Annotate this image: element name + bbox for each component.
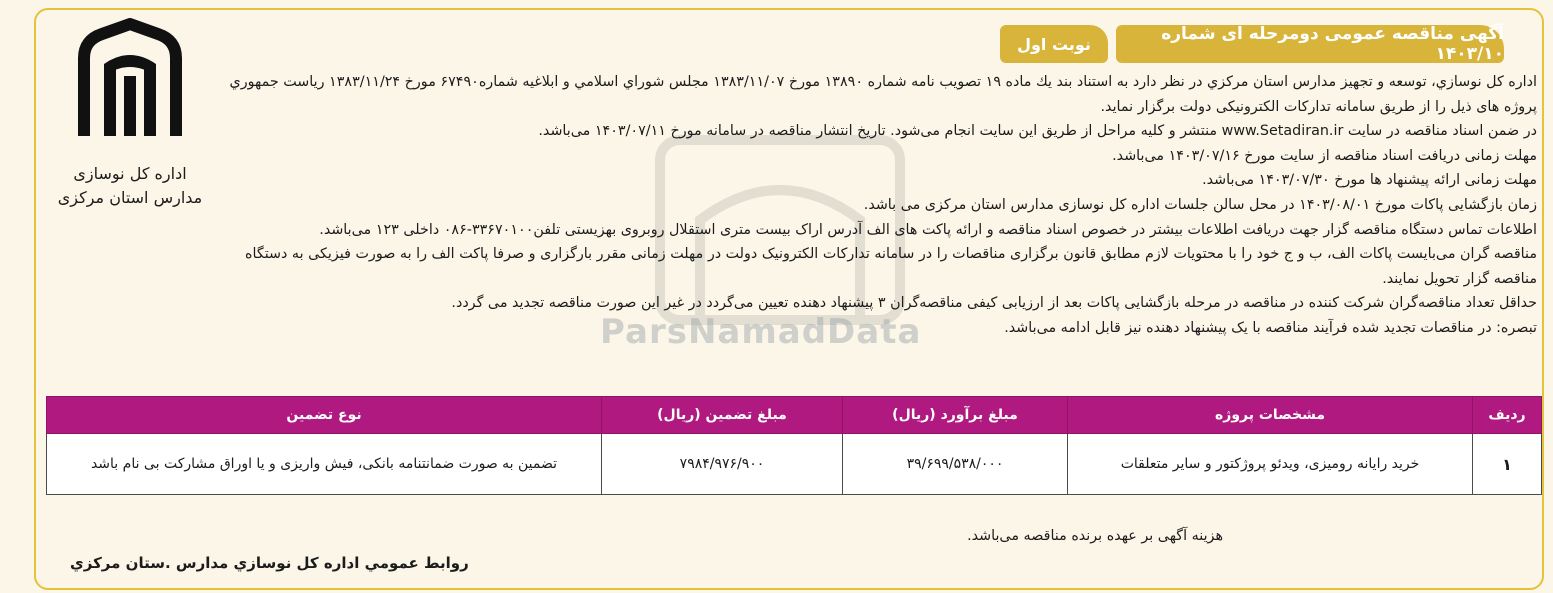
header-row-number: ردیف bbox=[1473, 397, 1542, 434]
cell-row-number: ۱ bbox=[1473, 434, 1542, 495]
header-guarantee-type: نوع تضمین bbox=[47, 397, 602, 434]
organization-name bbox=[40, 162, 220, 210]
header-project-specs: مشخصات پروژه bbox=[1068, 397, 1473, 434]
cell-guarantee-amount: ۷۹۸۴/۹۷۶/۹۰۰ bbox=[602, 434, 843, 495]
table-header-row bbox=[47, 397, 1542, 434]
notice-title-banner: آگهی مناقصه عمومی دومرحله ای شماره ۱۴۰۳/۱۰ bbox=[1116, 25, 1504, 63]
header-estimated-amount: مبلغ برآورد (ریال) bbox=[843, 397, 1068, 434]
organization-logo-icon bbox=[74, 18, 186, 142]
table-row bbox=[47, 434, 1542, 495]
paragraph-opening-date: زمان بازگشایی پاکات مورخ ۱۴۰۳/۰۸/۰۱ در محل سالن جلسات اداره کل نوسازی مدارس استان مرکزی می باشد. bbox=[863, 196, 1537, 213]
header-guarantee-amount: مبلغ تضمین (ریال) bbox=[602, 397, 843, 434]
advertising-cost-note: هزینه آگهی بر عهده برنده مناقصه می‌باشد. bbox=[967, 528, 1223, 544]
cell-guarantee-type: تضمین به صورت ضمانتنامه بانکی، فیش واریزی و یا اوراق مشارکت بی نام باشد bbox=[47, 434, 602, 495]
paragraph-documents: در ضمن اسناد مناقصه در سایت www.Setadiran.ir منتشر و کلیه مراحل از طریق این سایت انجام می‌شود. تاریخ انتشار مناقصه در سامانه مورخ ۱۴۰۳/۰۷/۱۱ می‌باشد. bbox=[538, 123, 1537, 140]
paragraph-proposal-deadline: مهلت زمانی ارائه پیشنهاد ها مورخ ۱۴۰۳/۰۷/۳۰ می‌باشد. bbox=[1202, 172, 1537, 189]
cell-project-specs: خرید رایانه رومیزی، ویدئو پروژکتور و سایر متعلقات bbox=[1068, 434, 1473, 495]
paragraph-submission: مناقصه گران می‌بایست پاکات الف، ب و ج خود را با محتویات لازم مطابق قانون برگزاری مناقصات را در سامانه تدارکات الکترونیک دولت در مهلت زمانی مقرر بارگزاری و صرفا پاکت الف را به صورت فیزیکی به دستگاه مناقصه گزار تحویل نمایند. bbox=[244, 246, 1537, 287]
paragraph-document-deadline: مهلت زمانی دریافت اسناد مناقصه از سایت مورخ ۱۴۰۳/۰۷/۱۶ می‌باشد. bbox=[1112, 147, 1537, 164]
watermark-text: ParsNamadData bbox=[600, 312, 922, 352]
project-table bbox=[46, 396, 1542, 495]
organization-name-line2: مدارس استان مرکزی bbox=[57, 188, 203, 207]
cell-estimated-amount: ۳۹/۶۹۹/۵۳۸/۰۰۰ bbox=[843, 434, 1068, 495]
organization-name-line1: اداره کل نوسازی bbox=[73, 164, 187, 183]
paragraph-minimum-bidders: حداقل تعداد مناقصه‌گران شرکت کننده در مناقصه در مرحله بازگشایی پاکات بعد از ارزیابی کیفی مناقصه‌گران ۳ پیشنهاد دهنده تعیین می‌گردد در غیر این صورت مناقصه تجدید می گردد. bbox=[451, 295, 1537, 312]
round-badge: نوبت اول bbox=[1000, 25, 1108, 63]
paragraph-contact-info: اطلاعات تماس دستگاه مناقصه گزار جهت دریافت اطلاعات بیشتر در خصوص اسناد مناقصه و ارائه پاکت های الف آدرس اراک بیست متری استقلال روبروی بهزیستی تلفن۳۳۶۷۰۱۰۰-۰۸۶ داخلی ۱۲۳ می‌باشد. bbox=[319, 221, 1537, 238]
paragraph-note: تبصره: در مناقصات تجدید شده فرآیند مناقصه با یک پیشنهاد دهنده نیز قابل ادامه می‌باشد. bbox=[1004, 319, 1537, 336]
notice-body bbox=[207, 70, 1537, 341]
public-relations-signature: روابط عمومي اداره كل نوسازي مدارس .ستان مركزي bbox=[70, 554, 469, 572]
paragraph-intro: اداره كل نوسازي، توسعه و تجهيز مدارس استان مركزي در نظر دارد به استناد بند يك ماده ۱۹ تصويب نامه شماره ۱۳۸۹۰ مورخ ۱۳۸۳/۱۱/۰۷ مجلس شوراي اسلامي و ابلاغيه شماره۶۷۴۹۰ مورخ ۱۳۸۳/۱۱/۲۴ رياست جمهوري پروژه های ذیل را از طریق سامانه تدارکات الکترونیکی دولت برگزار نماید. bbox=[229, 74, 1537, 115]
